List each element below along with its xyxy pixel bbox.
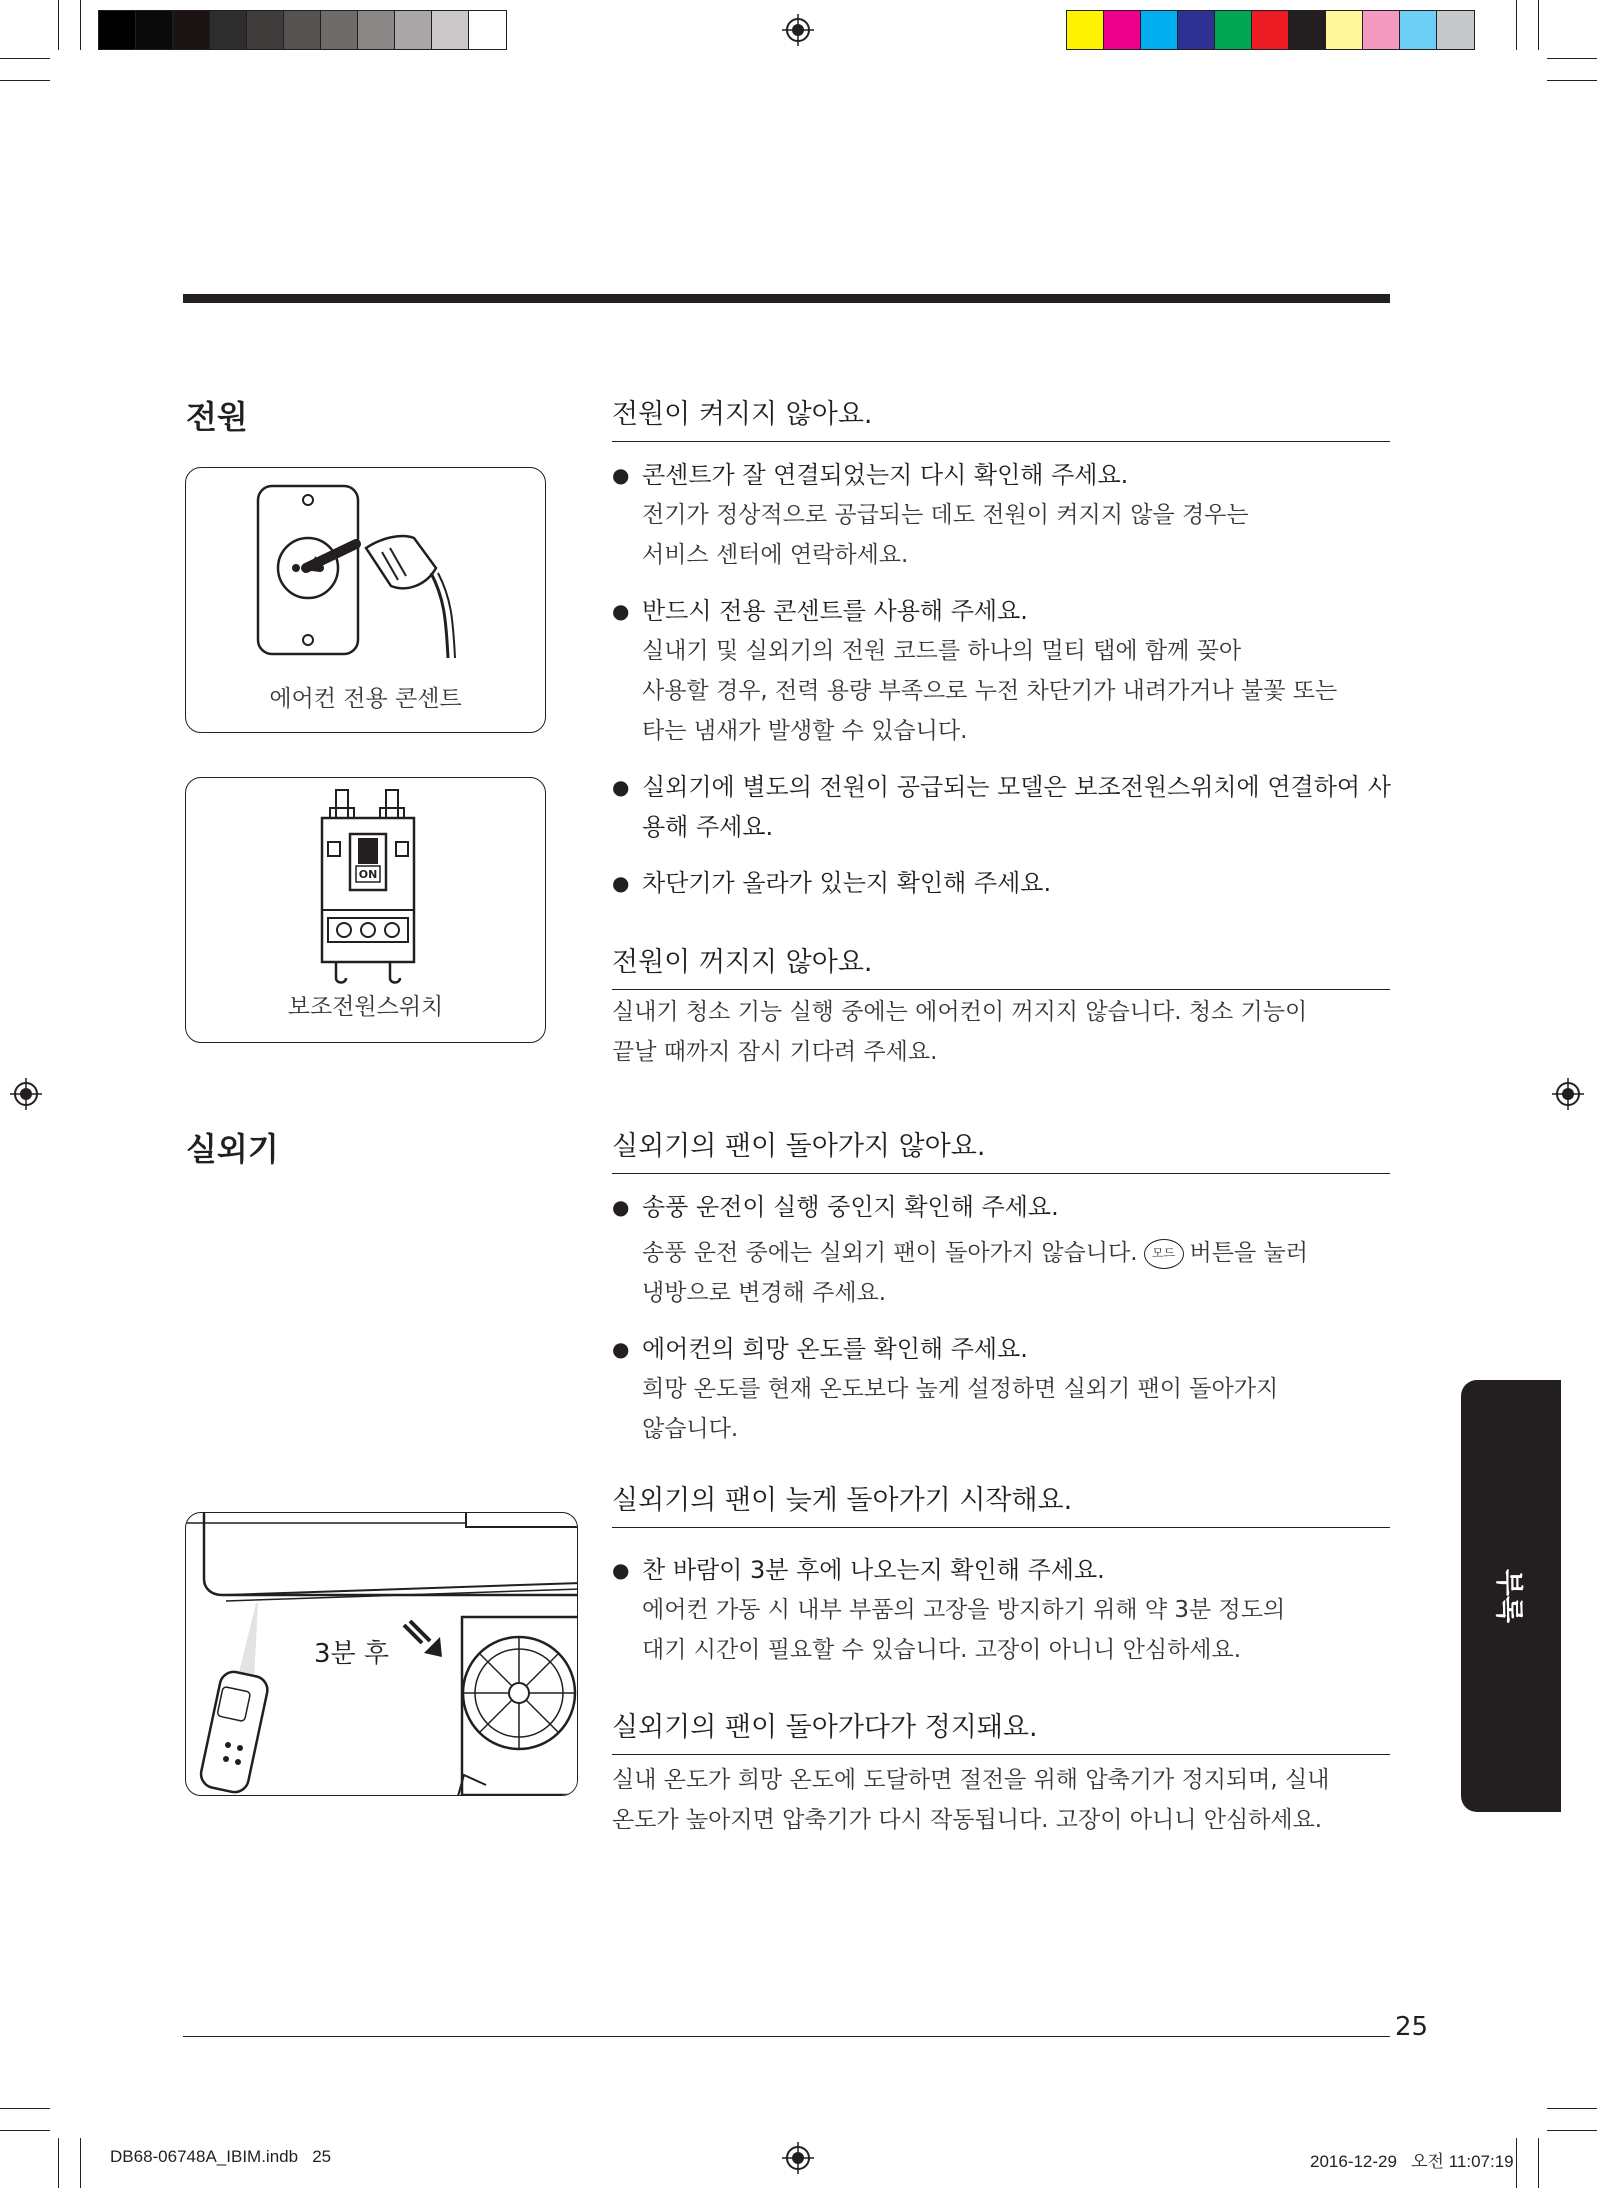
color-swatch [1215,11,1252,49]
registration-mark-icon [1552,1078,1584,1110]
crop-mark [0,58,50,59]
crop-mark [1547,2108,1597,2109]
heading-fan-slow-start: 실외기의 팬이 늦게 돌아가기 시작해요. [612,1478,1390,1528]
switch-on-label: ON [358,868,378,881]
gray-swatch [136,11,173,49]
auxiliary-switch-illustration [185,777,546,1043]
crop-mark [0,2130,50,2131]
power-outlet-plug-icon [186,468,546,668]
outlet-caption: 에어컨 전용 콘센트 [269,686,462,712]
fan-stops-text: 실내 온도가 희망 온도에 도달하면 절전을 위해 압축기가 정지되며, 실내 온도가 높아지면 압축기가 다시 작동됩니다. 고장이 아니니 안심하세요. [612,1767,1330,1833]
gray-swatch [284,11,321,49]
crop-mark [1538,2138,1539,2188]
delay-illustration [185,1512,578,1796]
color-swatch [1400,11,1437,49]
crop-mark [58,0,59,50]
bullet-icon: ● [612,1337,630,1361]
grayscale-color-bar [98,10,507,50]
crop-mark [1547,2130,1597,2131]
bullet-icon: ● [612,463,630,487]
print-slug-filename: DB68-06748A_IBIM.indb 25 [110,2147,332,2166]
top-rule [183,294,1390,303]
fan-slow-start-list [612,1550,1392,1670]
list-item: ● 반드시 전용 콘센트를 사용해 주세요. 실내기 및 실외기의 전원 코드를 하나의 멀티 탭에 함께 꽂아 사용할 경우, 전력 용량 부족으로 누전 차단기가 내려가거나 불꽃 또는 타는 냄새가 발생할 수 있습니다. [612,591,1392,751]
color-swatch [1252,11,1289,49]
list-item: ● 차단기가 올라가 있는지 확인해 주세요. [612,863,1392,903]
color-swatch [1437,11,1474,49]
crop-mark [1516,0,1517,50]
list-item: ● 콘센트가 잘 연결되었는지 다시 확인해 주세요. 전기가 정상적으로 공급되는 데도 전원이 켜지지 않을 경우는 서비스 센터에 연락하세요. [612,455,1392,575]
fan-not-spinning-list [612,1187,1392,1449]
switch-caption: 보조전원스위치 [287,994,444,1020]
registration-mark-icon [782,2142,814,2174]
crop-mark [58,2138,59,2188]
color-swatch [1067,11,1104,49]
color-swatch [1289,11,1326,49]
crop-mark [0,2108,50,2109]
registration-mark-icon [782,14,814,46]
gray-swatch [358,11,395,49]
cmyk-color-bar [1066,10,1475,50]
power-on-list [612,455,1392,903]
mode-button-icon: 모드 [1144,1239,1184,1269]
crop-mark [1516,2138,1517,2188]
gray-swatch [210,11,247,49]
crop-mark [1547,80,1597,81]
registration-mark-icon [10,1078,42,1110]
bullet-icon: ● [612,599,630,623]
crop-mark [1547,58,1597,59]
crop-mark [0,80,50,81]
gray-swatch [395,11,432,49]
color-swatch [1141,11,1178,49]
heading-fan-stops: 실외기의 팬이 돌아가다가 정지돼요. [612,1705,1390,1755]
list-item: ● 찬 바람이 3분 후에 나오는지 확인해 주세요. 에어컨 가동 시 내부 부품의 고장을 방지하기 위해 약 3분 정도의 대기 시간이 필요할 수 있습니다. 고장이 아니니 안심하세요. [612,1550,1392,1670]
gray-swatch [469,11,506,49]
side-tab-label: 부록 [1493,1568,1526,1624]
heading-power-off: 전원이 꺼지지 않아요. [612,940,1390,990]
bullet-icon: ● [612,871,630,895]
crop-mark [80,0,81,50]
section-title-power: 전원 [186,398,248,436]
heading-power-on: 전원이 켜지지 않아요. [612,392,1390,442]
circuit-breaker-icon [186,778,546,988]
gray-swatch [247,11,284,49]
color-swatch [1363,11,1400,49]
gray-swatch [432,11,469,49]
crop-mark [80,2138,81,2188]
list-item: ● 송풍 운전이 실행 중인지 확인해 주세요. 송풍 운전 중에는 실외기 팬이 돌아가지 않습니다. 모드 버튼을 눌러 냉방으로 변경해 주세요. [612,1187,1392,1313]
bullet-icon: ● [612,1558,630,1582]
bullet-icon: ● [612,775,630,799]
bullet-icon: ● [612,1195,630,1219]
crop-mark [1538,0,1539,50]
color-swatch [1326,11,1363,49]
gray-swatch [99,11,136,49]
color-swatch [1178,11,1215,49]
outlet-illustration [185,467,546,733]
power-off-text: 실내기 청소 기능 실행 중에는 에어컨이 꺼지지 않습니다. 청소 기능이 끝날 때까지 잠시 기다려 주세요. [612,999,1308,1065]
list-item: ● 실외기에 별도의 전원이 공급되는 모델은 보조전원스위치에 연결하여 사용해 주세요. [612,767,1392,847]
appendix-side-tab [1461,1380,1561,1812]
color-swatch [1104,11,1141,49]
page-number: 25 [1395,2012,1429,2042]
section-title-outdoor: 실외기 [186,1130,279,1168]
heading-fan-not-spinning: 실외기의 팬이 돌아가지 않아요. [612,1124,1390,1174]
delay-label: 3분 후 [314,1639,390,1669]
print-slug-timestamp: 2016-12-29 오전 11:07:19 [1310,2152,1514,2171]
gray-swatch [321,11,358,49]
list-item: ● 에어컨의 희망 온도를 확인해 주세요. 희망 온도를 현재 온도보다 높게 설정하면 실외기 팬이 돌아가지 않습니다. [612,1329,1392,1449]
footer-rule [183,2036,1390,2037]
gray-swatch [173,11,210,49]
